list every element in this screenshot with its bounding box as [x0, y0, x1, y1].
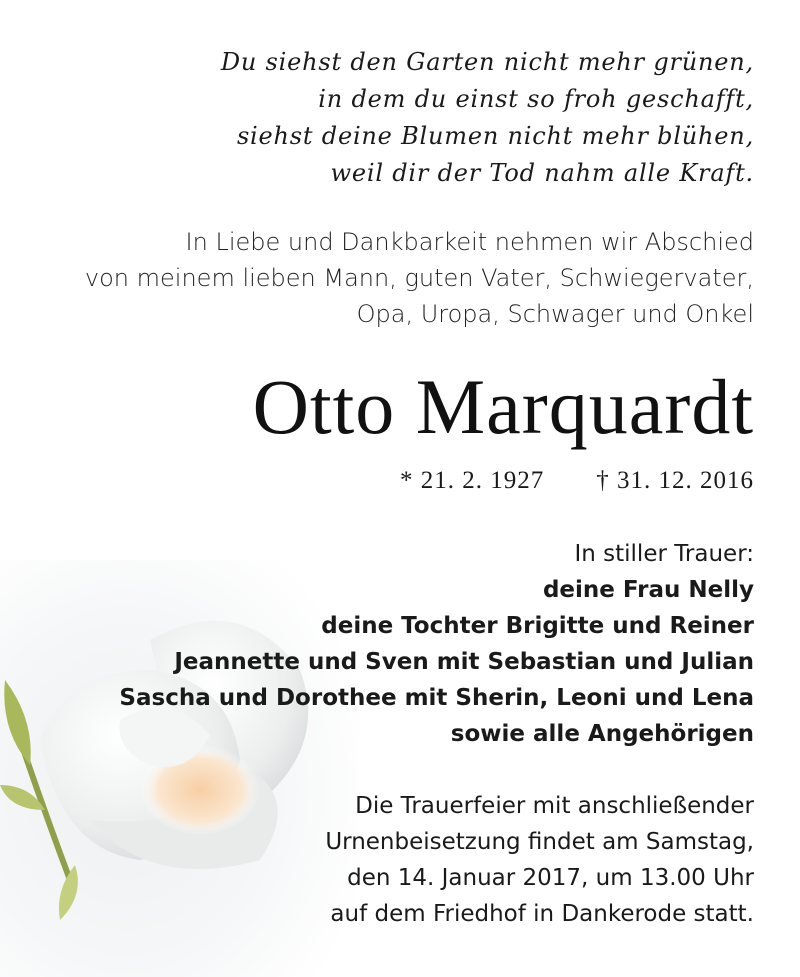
mourner-entry: Jeannette und Sven mit Sebastian und Julian [174, 649, 754, 675]
mourner-entry: Sascha und Dorothee mit Sherin, Leoni und Lena [119, 685, 754, 711]
service-line: den 14. Januar 2017, um 13.00 Uhr [347, 865, 754, 891]
mourner-entry: deine Frau Nelly [542, 577, 754, 603]
mourners-list [119, 536, 754, 752]
mourners-lead: In stiller Trauer: [574, 541, 754, 567]
service-line: Urnenbeisetzung findet am Samstag, [325, 829, 754, 855]
intro-line: von meinem lieben Mann, guten Vater, Schwiegervater, [84, 264, 754, 292]
funeral-service-info [325, 788, 754, 932]
mourner-entry: deine Tochter Brigitte und Reiner [321, 613, 754, 639]
farewell-intro [85, 224, 754, 332]
birth-date: * 21. 2. 1927 [400, 467, 545, 494]
poem-line: siehst deine Blumen nicht mehr blühen, [236, 122, 754, 150]
service-line: auf dem Friedhof in Dankerode statt. [330, 901, 754, 927]
deceased-name: Otto Marquardt [252, 363, 754, 450]
poem-line: Du siehst den Garten nicht mehr grünen, [220, 48, 754, 76]
poem-line: weil dir der Tod nahm alle Kraft. [330, 159, 754, 187]
intro-line: In Liebe und Dankbarkeit nehmen wir Abschied [185, 228, 754, 256]
service-line: Die Trauerfeier mit anschließender [355, 793, 754, 819]
poem [221, 44, 754, 192]
life-dates [400, 466, 754, 496]
death-date: † 31. 12. 2016 [596, 467, 754, 494]
intro-line: Opa, Uropa, Schwager und Onkel [356, 300, 754, 328]
mourner-entry: sowie alle Angehörigen [450, 721, 754, 747]
poem-line: in dem du einst so froh geschafft, [318, 85, 754, 113]
